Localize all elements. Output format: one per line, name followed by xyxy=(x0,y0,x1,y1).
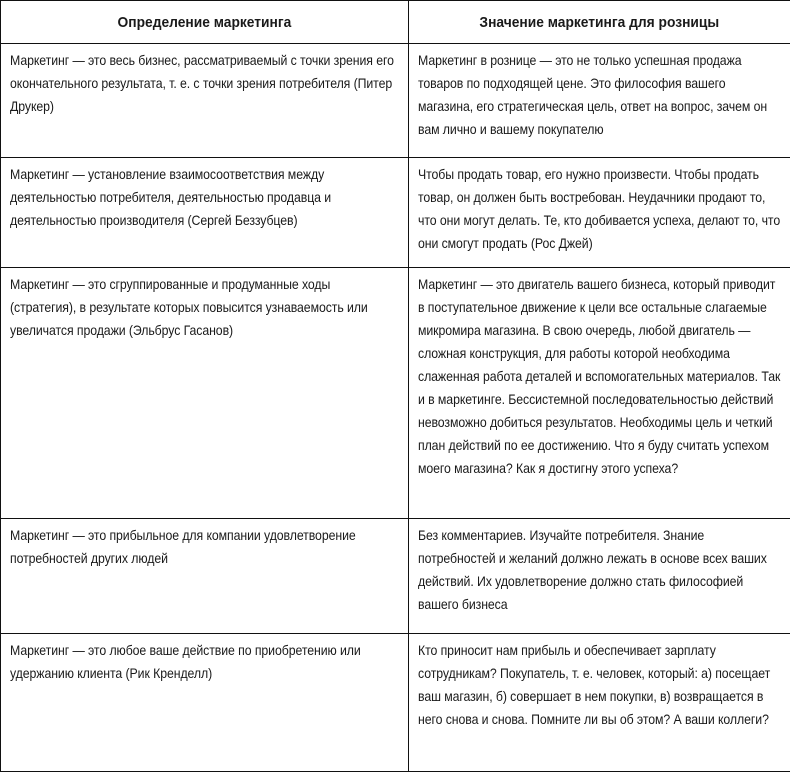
definition-text: Маркетинг — установление взаимосоответствия между деятельностью потребителя, деятельностью продавца и деятельностью производителя (Сергей Беззубцев) xyxy=(10,163,399,232)
table-row xyxy=(1,268,790,519)
definition-cell xyxy=(1,519,409,634)
column-header-definition xyxy=(1,1,409,44)
definition-text: Маркетинг — это любое ваше действие по приобретению или удержанию клиента (Рик Кренделл) xyxy=(10,639,399,685)
definition-cell xyxy=(1,44,409,158)
table-row xyxy=(1,634,790,772)
meaning-text: Без комментариев. Изучайте потребителя. Знание потребностей и желаний должно лежать в основе всех ваших действий. Их удовлетворение должно стать философией вашего бизнеса xyxy=(418,524,781,616)
definition-text: Маркетинг — это весь бизнес, рассматриваемый с точки зрения его окончательного результата, т. е. с точки зрения потребителя (Питер Друкер) xyxy=(10,49,399,118)
meaning-cell xyxy=(409,634,790,772)
definition-cell xyxy=(1,158,409,268)
table-row xyxy=(1,519,790,634)
column-header-meaning-label: Значение маркетинга для розницы xyxy=(480,14,720,31)
definition-cell xyxy=(1,268,409,519)
table-row xyxy=(1,158,790,268)
table-row xyxy=(1,44,790,158)
meaning-text: Маркетинг — это двигатель вашего бизнеса, который приводит в поступательное движение к цели все остальные слагаемые микромира магазина. В свою очередь, любой двигатель — сложная конструкция, для работы которой необходима слаженная работа деталей и вспомогательных материалов. Так и в маркетинге. Бессистемной последовательностью действий невозможно добиться результатов. Необходимы цель и четкий план действий по ее достижению. Что я буду считать успехом моего магазина? Как я достигну этого успеха? xyxy=(418,273,781,480)
definition-text: Маркетинг — это сгруппированные и продуманные ходы (стратегия), в результате которых повысится узнаваемость или увеличатся продажи (Эльбрус Гасанов) xyxy=(10,273,399,342)
meaning-text: Маркетинг в рознице — это не только успешная продажа товаров по подходящей цене. Это философия вашего магазина, его стратегическая цель, ответ на вопрос, зачем он вам лично и вашему покупателю xyxy=(418,49,781,141)
meaning-text: Кто приносит нам прибыль и обеспечивает зарплату сотрудникам? Покупатель, т. е. человек, который: а) посещает ваш магазин, б) совершает в нем покупки, в) возвращается в него снова и снова. Помните ли вы об этом? А ваши коллеги? xyxy=(418,639,781,731)
definition-text: Маркетинг — это прибыльное для компании удовлетворение потребностей других людей xyxy=(10,524,399,570)
meaning-cell xyxy=(409,44,790,158)
definition-cell xyxy=(1,634,409,772)
meaning-cell xyxy=(409,519,790,634)
table-header-row xyxy=(1,1,790,44)
column-header-meaning xyxy=(409,1,790,44)
meaning-cell xyxy=(409,158,790,268)
meaning-text: Чтобы продать товар, его нужно произвести. Чтобы продать товар, он должен быть востребован. Неудачники продают то, что они могут делать. Те, кто добивается успеха, делают то, что они смогут продать (Рос Джей) xyxy=(418,163,781,255)
meaning-cell xyxy=(409,268,790,519)
column-header-definition-label: Определение маркетинга xyxy=(118,14,292,31)
